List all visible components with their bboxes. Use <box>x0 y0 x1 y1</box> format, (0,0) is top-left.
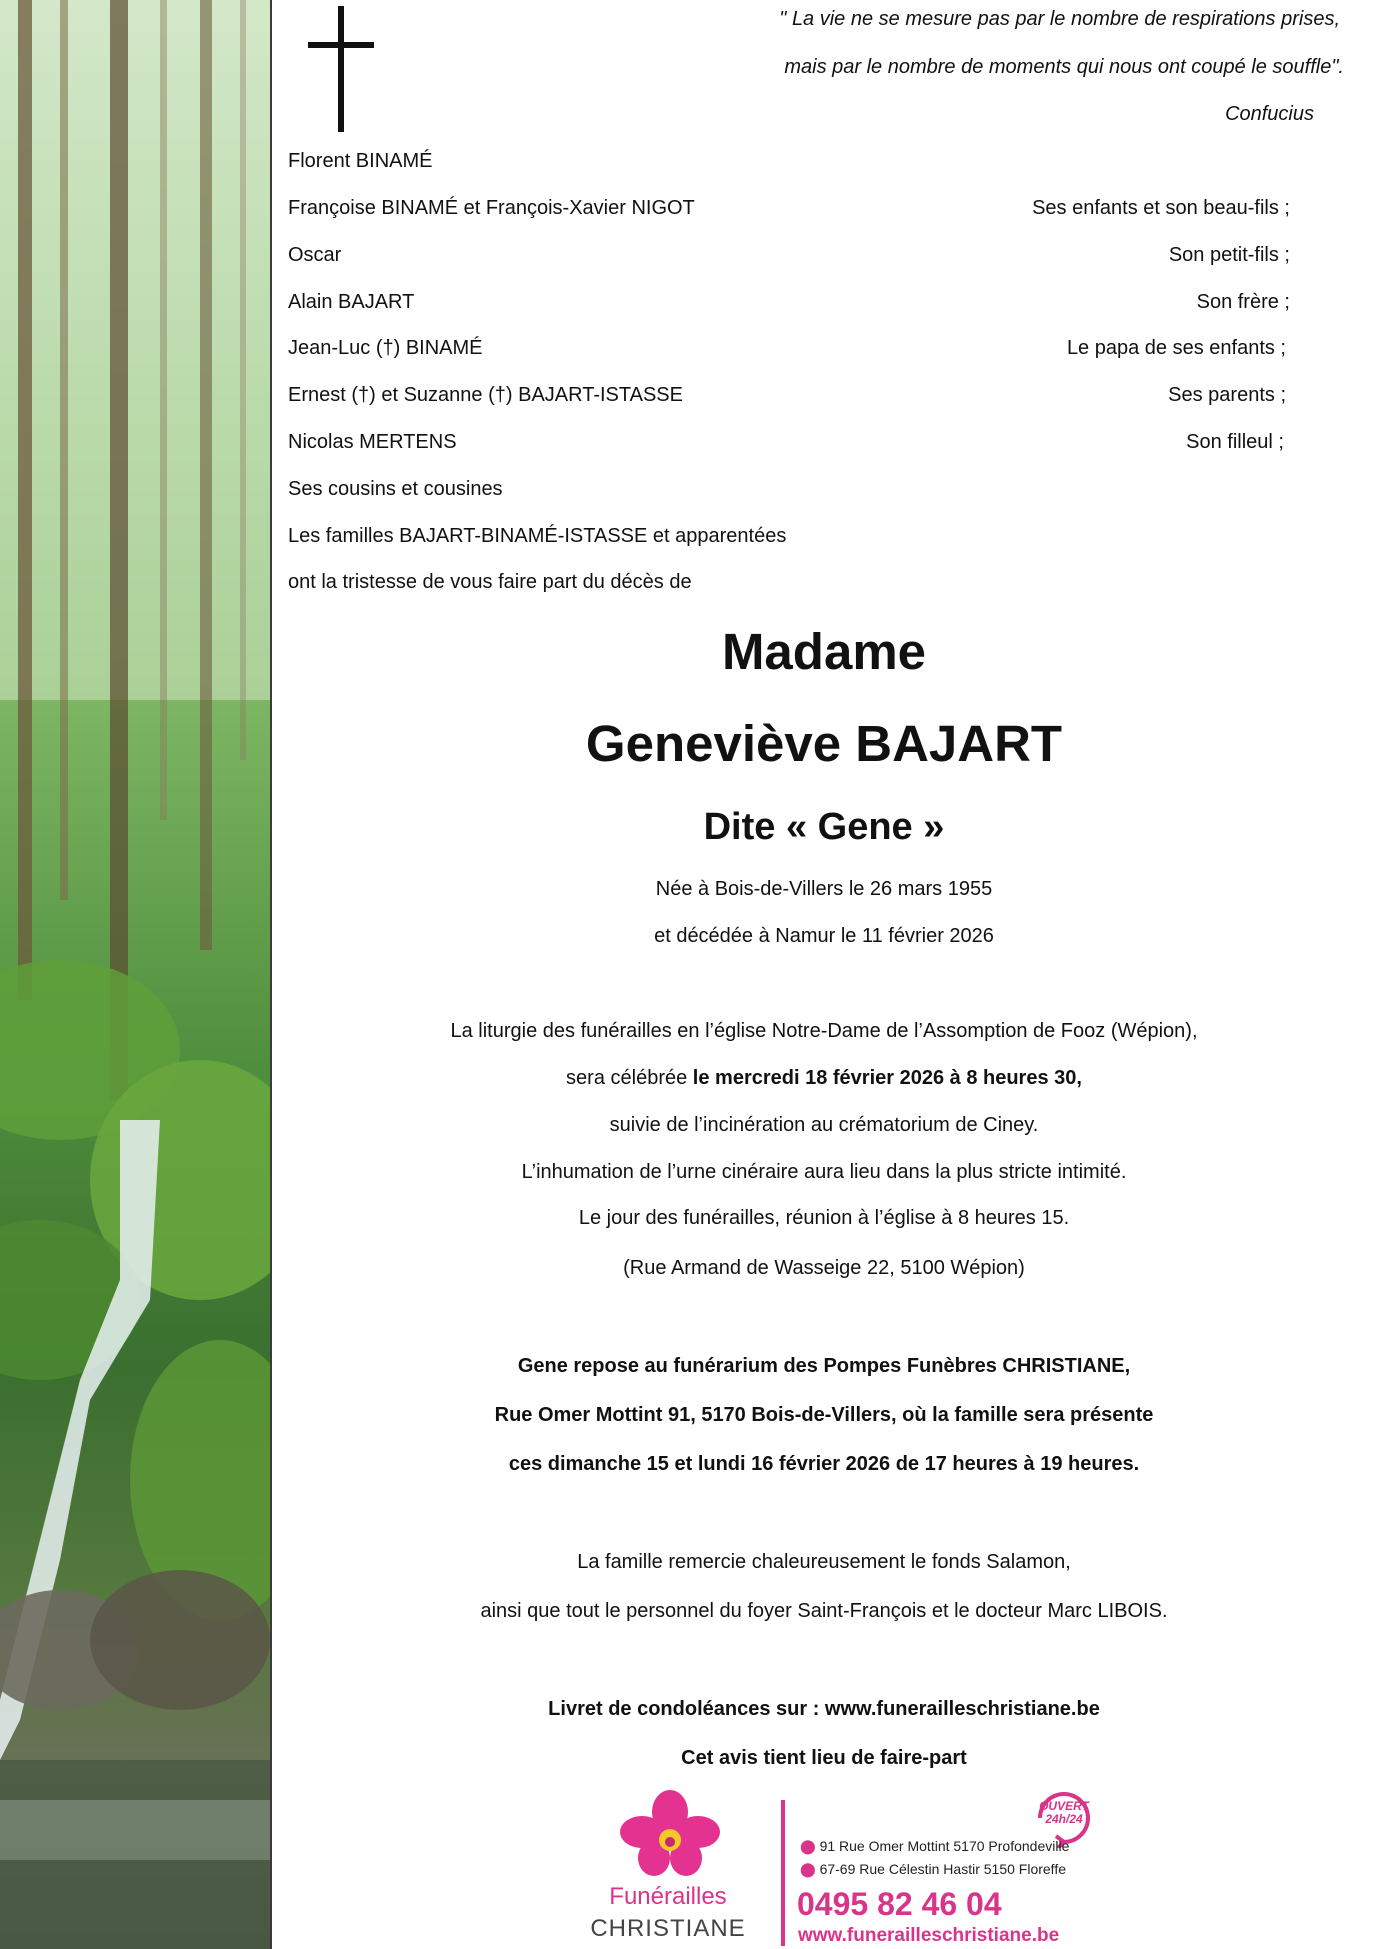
thanks-line: La famille remercie chaleureusement le fonds Salamon, <box>577 1551 1071 1573</box>
ceremony-date: le mercredi 18 février 2026 à 8 heures 30, <box>692 1067 1082 1089</box>
company-address-2 <box>800 1861 1066 1878</box>
family-name: Les familles BAJART-BINAMÉ-ISTASSE et apparentées <box>288 525 787 547</box>
quote-line-1: " La vie ne se mesure pas par le nombre de respirations prises, <box>779 8 1340 30</box>
address-text: 67-69 Rue Célestin Hastir 5150 Floreffe <box>819 1861 1066 1877</box>
family-relation: Son filleul ; <box>1186 431 1284 453</box>
open-badge <box>1034 1800 1094 1826</box>
family-name: Florent BINAMÉ <box>288 150 433 172</box>
family-relation: Son frère ; <box>1196 291 1290 313</box>
forest-illustration <box>0 0 270 1949</box>
ceremony-line: suivie de l’incinération au crématorium de Ciney. <box>609 1114 1039 1136</box>
divider <box>781 1800 785 1946</box>
ceremony-date-line <box>270 1067 1378 1090</box>
open-badge-line1: OUVERT <box>1039 1799 1089 1813</box>
family-name: Alain BAJART <box>288 291 415 313</box>
condolences-link[interactable]: Livret de condoléances sur : www.funerailleschristiane.be <box>548 1698 1100 1720</box>
church-address: (Rue Armand de Wasseige 22, 5100 Wépion) <box>623 1257 1025 1279</box>
company-phone[interactable]: 0495 82 46 04 <box>797 1886 1002 1922</box>
deceased-title: Madame <box>721 623 927 680</box>
death-info: et décédée à Namur le 11 février 2026 <box>654 925 994 947</box>
company-address-1 <box>800 1838 1069 1855</box>
ceremony-date-prefix: sera célébrée <box>566 1067 693 1089</box>
ceremony-line: L’inhumation de l’urne cinéraire aura lieu dans la plus stricte intimité. <box>521 1161 1127 1183</box>
family-name: Jean-Luc (†) BINAMÉ <box>288 337 483 359</box>
family-name: Nicolas MERTENS <box>288 431 457 453</box>
deceased-name: Geneviève BAJART <box>585 715 1063 772</box>
deceased-nickname: Dite « Gene » <box>703 806 945 848</box>
family-name: Ses cousins et cousines <box>288 478 503 500</box>
company-name-line1: Funérailles <box>609 1883 727 1910</box>
address-text: 91 Rue Omer Mottint 5170 Profondeville <box>819 1838 1070 1854</box>
ceremony-line: Le jour des funérailles, réunion à l’église à 8 heures 15. <box>578 1207 1070 1229</box>
visitation-line: ces dimanche 15 et lundi 16 février 2026 de 17 heures à 19 heures. <box>508 1453 1140 1475</box>
quote-line-2: mais par le nombre de moments qui nous ont coupé le souffle". <box>784 56 1344 78</box>
quote-author: Confucius <box>1225 103 1314 125</box>
family-name: Françoise BINAMÉ et François-Xavier NIGOT <box>288 197 695 219</box>
ceremony-line: La liturgie des funérailles en l’église Notre-Dame de l’Assomption de Fooz (Wépion), <box>450 1020 1198 1042</box>
family-relation: Son petit-fils ; <box>1168 244 1290 266</box>
family-relation: Ses enfants et son beau-fils ; <box>1032 197 1290 219</box>
visitation-line: Rue Omer Mottint 91, 5170 Bois-de-Villers, où la famille sera présente <box>494 1404 1154 1426</box>
visitation-line: Gene repose au funérarium des Pompes Funèbres CHRISTIANE, <box>517 1355 1131 1377</box>
birth-info: Née à Bois-de-Villers le 26 mars 1955 <box>655 878 993 900</box>
company-name-line2: CHRISTIANE <box>590 1915 746 1942</box>
location-pin-icon: ⬤ <box>800 1861 820 1877</box>
family-name: Ernest (†) et Suzanne (†) BAJART-ISTASSE <box>288 384 683 406</box>
orchid-logo-icon <box>620 1790 720 1880</box>
cross-icon <box>308 6 374 132</box>
company-website[interactable]: www.funerailleschristiane.be <box>798 1925 1060 1946</box>
family-relation: Le papa de ses enfants ; <box>1066 337 1286 359</box>
family-name: Oscar <box>288 244 342 266</box>
notice-line: Cet avis tient lieu de faire-part <box>681 1747 967 1769</box>
open-badge-line2: 24h/24 <box>1045 1812 1083 1826</box>
thanks-line: ainsi que tout le personnel du foyer Saint-François et le docteur Marc LIBOIS. <box>480 1600 1168 1622</box>
location-pin-icon: ⬤ <box>800 1838 820 1854</box>
forest-image <box>0 0 272 1949</box>
family-relation: Ses parents ; <box>1168 384 1286 406</box>
announcement-intro: ont la tristesse de vous faire part du décès de <box>288 571 692 593</box>
